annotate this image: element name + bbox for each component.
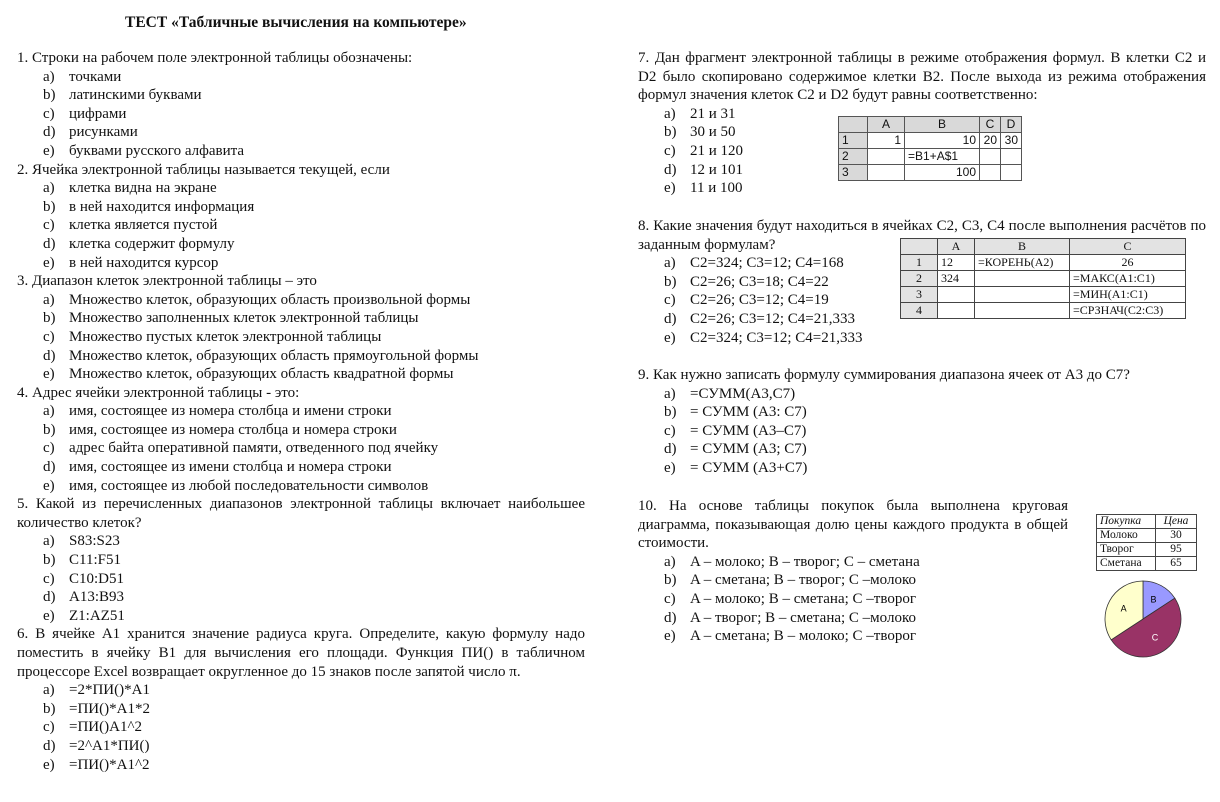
option-text: C2=26; C3=12; C4=19	[690, 292, 829, 309]
option-letter: b)	[664, 273, 677, 290]
option-item	[638, 403, 1206, 422]
option-letter: e)	[43, 756, 55, 773]
table-cell: 3	[839, 165, 868, 181]
header-cell: Покупка	[1097, 515, 1156, 529]
table-cell: 2	[839, 149, 868, 165]
option-letter: d)	[43, 589, 56, 606]
option-text: A – сметана; B – творог; C –молоко	[690, 572, 916, 589]
option-item	[17, 532, 585, 551]
option-text: C2=324; C3=12; C4=21,333	[690, 329, 863, 346]
table-header-row	[1097, 515, 1197, 529]
option-item	[17, 681, 585, 700]
option-letter: d)	[43, 124, 56, 141]
option-item	[17, 179, 585, 198]
option-letter: b)	[664, 124, 677, 141]
question-text: 8. Какие значения будут находиться в ячейках C2, C3, C4 после выполнения расчётов по заданным формулам?	[638, 218, 1206, 253]
option-letter: e)	[664, 628, 676, 645]
option-item	[17, 737, 585, 756]
option-text: =2^A1*ПИ()	[69, 737, 150, 754]
header-cell: A	[938, 239, 975, 255]
option-text: =ПИ()*A1*2	[69, 700, 150, 717]
option-item	[17, 309, 585, 328]
table-cell	[975, 287, 1070, 303]
option-text: 11 и 100	[690, 180, 743, 197]
table-cell: 20	[980, 133, 1001, 149]
option-text: 21 и 120	[690, 142, 744, 159]
option-text: имя, состоящее из номера столбца и имени строки	[69, 403, 392, 420]
table-cell: 324	[938, 271, 975, 287]
option-letter: d)	[43, 235, 56, 252]
option-text: Множество клеток, образующих область произвольной формы	[69, 291, 471, 308]
option-letter: e)	[664, 329, 676, 346]
option-text: имя, состоящее из любой последовательности символов	[69, 477, 429, 494]
table-cell: 1	[839, 133, 868, 149]
table-cell: =КОРЕНЬ(A2)	[975, 255, 1070, 271]
table-cell: 30	[1001, 133, 1022, 149]
table-cell: Молоко	[1097, 529, 1156, 543]
option-item	[638, 459, 1206, 478]
table-cell: 65	[1156, 557, 1197, 571]
table-header-row	[901, 239, 1186, 255]
option-text: клетка видна на экране	[69, 180, 217, 197]
options-list	[17, 532, 585, 625]
option-text: C2=324; C3=12; C4=168	[690, 255, 844, 272]
option-letter: d)	[43, 347, 56, 364]
option-letter: b)	[43, 700, 56, 717]
option-letter: a)	[43, 403, 55, 420]
option-text: в ней находится курсор	[69, 254, 219, 271]
option-letter: d)	[664, 441, 677, 458]
option-letter: a)	[664, 385, 676, 402]
option-text: 30 и 50	[690, 124, 736, 141]
option-text: Множество заполненных клеток электронной таблицы	[69, 310, 419, 327]
header-cell: C	[1070, 239, 1186, 255]
header-cell: B	[905, 117, 980, 133]
option-text: =СУММ(A3,C7)	[690, 385, 796, 402]
header-cell: B	[975, 239, 1070, 255]
question-text: 3. Диапазон клеток электронной таблицы – это	[17, 273, 317, 290]
option-text: Z1:AZ51	[69, 607, 125, 624]
option-item	[638, 385, 1206, 404]
table-cell	[975, 303, 1070, 319]
option-item	[17, 216, 585, 235]
option-item	[17, 142, 585, 161]
purchases-table	[1096, 514, 1197, 571]
option-text: C2=26; C3=12; C4=21,333	[690, 310, 855, 327]
option-letter: a)	[43, 533, 55, 550]
formula-table-q8	[900, 238, 1186, 319]
option-letter: b)	[43, 421, 56, 438]
table-cell	[868, 165, 905, 181]
options-list	[17, 179, 585, 272]
option-letter: e)	[43, 366, 55, 383]
option-text: в ней находится информация	[69, 198, 255, 215]
table-cell: 4	[901, 303, 938, 319]
option-item	[638, 422, 1206, 441]
table-cell	[868, 149, 905, 165]
table-row	[839, 165, 1022, 181]
header-cell: Цена	[1156, 515, 1197, 529]
option-item	[17, 123, 585, 142]
option-letter: d)	[43, 459, 56, 476]
option-text: = СУММ (A3+C7)	[690, 459, 808, 476]
option-item	[17, 105, 585, 124]
option-text: C10:D51	[69, 570, 125, 587]
option-item	[638, 329, 1206, 348]
option-letter: e)	[43, 607, 55, 624]
options-list	[17, 681, 585, 774]
option-text: =ПИ()*A1^2	[69, 756, 150, 773]
table-cell: 12	[938, 255, 975, 271]
option-text: рисунками	[69, 124, 138, 141]
option-letter: a)	[664, 553, 676, 570]
option-text: S83:S23	[69, 533, 120, 550]
option-letter: c)	[43, 105, 55, 122]
table-cell	[1001, 165, 1022, 181]
table-row	[1097, 557, 1197, 571]
option-text: буквами русского алфавита	[69, 142, 244, 159]
table-cell: 10	[905, 133, 980, 149]
option-item	[17, 68, 585, 87]
table-row	[901, 271, 1186, 287]
table-row	[839, 133, 1022, 149]
table-header-row	[839, 117, 1022, 133]
page-title: ТЕСТ «Табличные вычисления на компьютере»	[125, 14, 467, 31]
question-text: 1. Строки на рабочем поле электронной таблицы обозначены:	[17, 50, 413, 66]
header-cell: A	[868, 117, 905, 133]
option-text: точками	[69, 68, 122, 85]
option-text: = СУММ (A3: C7)	[690, 404, 807, 421]
option-text: Множество пустых клеток электронной таблицы	[69, 328, 382, 345]
table-cell: 1	[868, 133, 905, 149]
option-letter: d)	[664, 609, 677, 626]
table-row	[839, 149, 1022, 165]
option-item	[17, 700, 585, 719]
option-text: C2=26; C3=18; C4=22	[690, 273, 829, 290]
option-letter: c)	[664, 422, 676, 439]
table-cell: 100	[905, 165, 980, 181]
options-list	[17, 402, 585, 495]
table-cell	[980, 149, 1001, 165]
formula-table-q7	[838, 116, 1022, 181]
option-text: A13:B93	[69, 589, 125, 606]
option-letter: a)	[43, 68, 55, 85]
option-letter: c)	[43, 719, 55, 736]
pie-label-b: B	[1150, 594, 1157, 605]
table-row	[901, 287, 1186, 303]
option-item	[17, 718, 585, 737]
option-letter: a)	[664, 105, 676, 122]
header-cell	[901, 239, 938, 255]
option-text: A – молоко; B – творог; C – сметана	[690, 553, 920, 570]
option-item	[17, 756, 585, 775]
option-letter: e)	[664, 459, 676, 476]
options-list	[638, 385, 1206, 478]
option-item	[17, 198, 585, 217]
question-text: 6. В ячейке A1 хранится значение радиуса круга. Определите, какую формулу надо поместить в ячейку В1 для вычисления его площади. Функция ПИ() в табличном процессоре Excel возвращает округленное до 15 знаков после запятой число π.	[17, 626, 585, 680]
option-text: 12 и 101	[690, 161, 744, 178]
table-cell: =МАКС(A1:C1)	[1070, 271, 1186, 287]
option-text: = СУММ (A3–C7)	[690, 422, 807, 439]
option-item	[17, 551, 585, 570]
option-text: Множество клеток, образующих область квадратной формы	[69, 366, 454, 383]
table-row	[901, 303, 1186, 319]
option-text: клетка является пустой	[69, 217, 218, 234]
question-text: 4. Адрес ячейки электронной таблицы - это:	[17, 384, 300, 401]
option-text: имя, состоящее из номера столбца и номера строки	[69, 421, 397, 438]
header-cell	[839, 117, 868, 133]
option-item	[638, 440, 1206, 459]
option-letter: a)	[43, 291, 55, 308]
table-cell: 95	[1156, 543, 1197, 557]
option-text: Множество клеток, образующих область прямоугольной формы	[69, 347, 479, 364]
table-cell: =МИН(A1:C1)	[1070, 287, 1186, 303]
option-text: цифрами	[69, 105, 127, 122]
question-text: 10. На основе таблицы покупок была выполнена круговая диаграмма, показывающая долю цены каждого продукта в общей стоимости.	[638, 498, 1068, 552]
option-text: =2*ПИ()*A1	[69, 682, 150, 699]
option-text: имя, состоящее из имени столбца и номера строки	[69, 459, 392, 476]
table-cell	[980, 165, 1001, 181]
question-text: 9. Как нужно записать формулу суммирования диапазона ячеек от A3 до C7?	[638, 367, 1130, 383]
option-letter: c)	[43, 328, 55, 345]
table-cell: Сметана	[1097, 557, 1156, 571]
question-text: 2. Ячейка электронной таблицы называется текущей, если	[17, 161, 390, 178]
option-item	[17, 458, 585, 477]
option-letter: b)	[43, 552, 56, 569]
option-text: A – сметана; B – молоко; C –творог	[690, 628, 916, 645]
option-letter: e)	[43, 254, 55, 271]
table-cell: 2	[901, 271, 938, 287]
option-text: A – молоко; B – сметана; C –творог	[690, 590, 916, 607]
option-item	[17, 235, 585, 254]
option-letter: b)	[43, 198, 56, 215]
header-cell: C	[980, 117, 1001, 133]
table-cell: =СРЗНАЧ(C2:C3)	[1070, 303, 1186, 319]
table-row	[1097, 543, 1197, 557]
option-letter: c)	[664, 142, 676, 159]
option-item	[638, 179, 1206, 198]
option-item	[17, 347, 585, 366]
option-letter: a)	[43, 180, 55, 197]
question-text: 5. Какой из перечисленных диапазонов электронной таблицы включает наибольшее количество клеток?	[17, 496, 585, 531]
option-text: латинскими буквами	[69, 87, 202, 104]
table-row	[1097, 529, 1197, 543]
pie-chart	[1100, 578, 1186, 660]
option-item	[17, 86, 585, 105]
options-list	[17, 68, 585, 161]
option-letter: c)	[664, 292, 676, 309]
option-letter: c)	[664, 590, 676, 607]
option-item	[17, 291, 585, 310]
table-cell: =B1+A$1	[905, 149, 980, 165]
options-list	[17, 291, 585, 384]
table-cell	[1001, 149, 1022, 165]
option-letter: a)	[43, 682, 55, 699]
table-cell: Творог	[1097, 543, 1156, 557]
option-item	[17, 570, 585, 589]
header-cell: D	[1001, 117, 1022, 133]
option-letter: c)	[43, 440, 55, 457]
option-text: C11:F51	[69, 552, 121, 569]
option-letter: c)	[43, 570, 55, 587]
option-item	[17, 588, 585, 607]
option-letter: d)	[664, 310, 677, 327]
option-item	[17, 254, 585, 273]
option-item	[17, 477, 585, 496]
table-row	[901, 255, 1186, 271]
option-item	[17, 607, 585, 626]
option-letter: b)	[664, 404, 677, 421]
question-9	[638, 366, 1206, 478]
option-text: A – творог; B – сметана; C –молоко	[690, 609, 916, 626]
option-letter: e)	[43, 142, 55, 159]
table-cell: 1	[901, 255, 938, 271]
option-item	[17, 402, 585, 421]
table-cell: 3	[901, 287, 938, 303]
option-letter: b)	[43, 310, 56, 327]
pie-label-c: C	[1151, 632, 1159, 643]
option-letter: b)	[664, 572, 677, 589]
option-item	[17, 421, 585, 440]
question-text: 7. Дан фрагмент электронной таблицы в режиме отображения формул. В клетки C2 и D2 было скопировано содержимое клетки B2. После выхода из режима отображения формул значения клеток C2 и D2 будут равны соответственно:	[638, 50, 1206, 104]
option-letter: a)	[664, 255, 676, 272]
table-cell	[938, 303, 975, 319]
table-cell	[938, 287, 975, 303]
option-letter: b)	[43, 87, 56, 104]
option-text: =ПИ()A1^2	[69, 719, 142, 736]
option-letter: d)	[43, 737, 56, 754]
option-item	[17, 439, 585, 458]
option-letter: d)	[664, 161, 677, 178]
option-letter: e)	[664, 180, 676, 197]
table-cell: 26	[1070, 255, 1186, 271]
option-letter: e)	[43, 477, 55, 494]
option-item	[17, 365, 585, 384]
option-text: клетка содержит формулу	[69, 235, 235, 252]
left-column	[17, 49, 585, 774]
option-letter: c)	[43, 217, 55, 234]
option-text: 21 и 31	[690, 105, 736, 122]
option-item	[17, 328, 585, 347]
pie-label-a: A	[1120, 603, 1127, 614]
table-cell	[975, 271, 1070, 287]
option-text: адрес байта оперативной памяти, отведенного под ячейку	[69, 440, 439, 457]
table-cell: 30	[1156, 529, 1197, 543]
option-text: = СУММ (A3; C7)	[690, 441, 807, 458]
